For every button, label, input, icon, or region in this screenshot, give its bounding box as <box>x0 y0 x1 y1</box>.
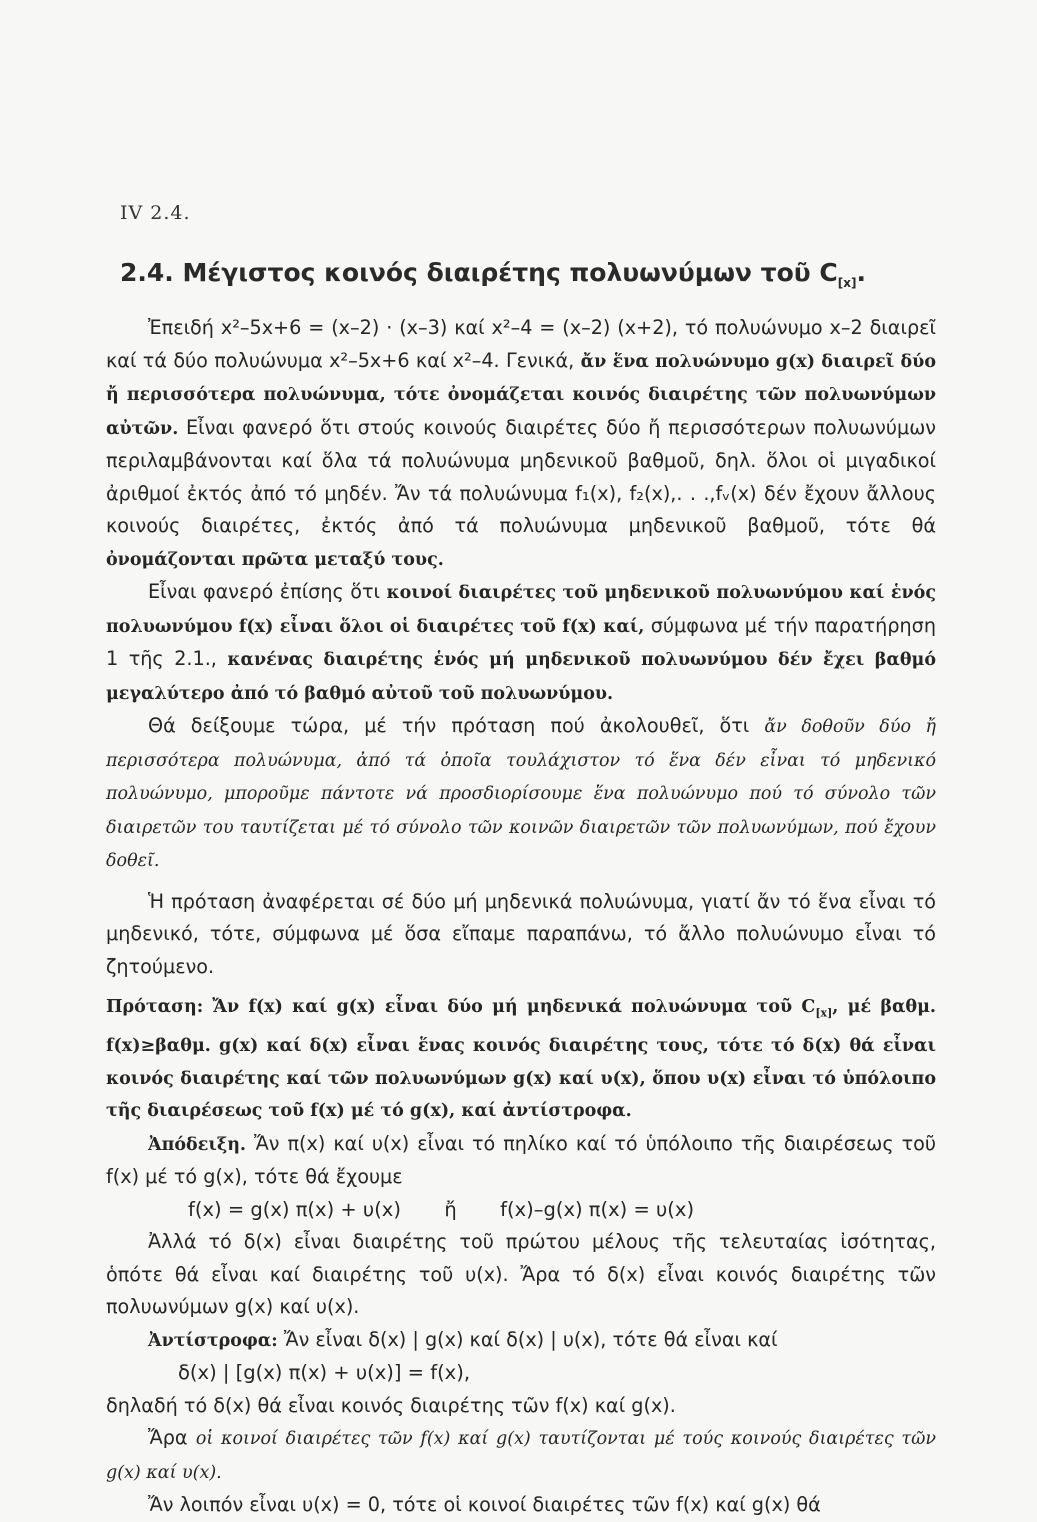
proposition-text: Ἄν f(x) καί g(x) εἶναι δύο μή μηδενικά πολυώνυμα τοῦ C <box>212 997 816 1017</box>
proposition-label: Πρόταση: <box>106 997 213 1017</box>
section-title <box>120 258 866 290</box>
paragraph-7-text-a: Ἄρα <box>148 1426 196 1449</box>
document-body <box>106 312 936 1522</box>
converse-label: Ἀντίστροφα: <box>148 1330 278 1351</box>
paragraph-4: Ἡ πρόταση ἀναφέρεται σέ δύο μή μηδενικά πολυώνυμα, γιατί ἄν τό ἕνα εἶναι τό μηδενικό, τότε, σύμφωνα μέ ὅσα εἴπαμε παραπάνω, τό ἄλλο πολυώνυμο εἶναι τό ζητούμενο. <box>106 889 936 978</box>
paragraph-2-bold-d: κανένας διαιρέτης ἑνός μή μηδενικοῦ πολυωνύμου δέν ἔχει βαθμό μεγαλύτερο ἀπό τό βαθμό αὐτοῦ τοῦ πολυωνύμου. <box>106 650 936 704</box>
paragraph-3-italic-b: ἄν δοθοῦν δύο ἤ περισσότερα πολυώνυμα, ἀπό τά ὁποῖα τουλάχιστον τό ἕνα δέν εἶναι τό μηδενικό πολυώνυμο, μποροῦμε πάντοτε νά προσδιορίσουμε ἕνα πολυώνυμο πού τό σύνολο τῶν διαιρετῶν του ταυτίζεται μέ τό σύνολο τῶν κοινῶν διαιρετῶν τῶν πολυωνύμων, πού ἔχουν δοθεῖ. <box>106 717 937 871</box>
running-head: IV 2.4. <box>120 202 191 224</box>
proposition-rest: , μέ βαθμ. f(x)≥βαθμ. g(x) καί δ(x) εἶναι ἕνας κοινός διαιρέτης τους, τότε τό δ(x) θά εἶναι κοινός διαιρέτης καί τῶν πολυωνύμων g(x) καί υ(x), ὅπου υ(x) εἶναι τό ὑπόλοιπο τῆς διαιρέσεως τοῦ f(x) μέ τό g(x), καί ἀντίστροφα. <box>106 997 937 1121</box>
formula-division: f(x) = g(x) π(x) + υ(x) ἤ f(x)–g(x) π(x) = υ(x) <box>188 1197 695 1221</box>
section-title-subscript: [x] <box>837 276 857 290</box>
paragraph-2-bold-b: κοινοί διαιρέτες τοῦ μηδενικοῦ πολυωνύμου καί ἑνός πολυωνύμου f(x) εἶναι ὅλοι οἱ διαιρέτες τοῦ f(x) καί, <box>106 583 936 637</box>
paragraph-1-text-a: Ἐπειδή x²–5x+6 = (x–2) · (x–3) καί x²–4 = (x–2) (x+2), τό πολυώνυμο x–2 διαιρεῖ καί τά δύο πολυώνυμα x²–5x+6 καί x²–4. Γενικά, <box>106 316 936 372</box>
converse-text: Ἄν εἶναι δ(x) | g(x) καί δ(x) | υ(x), τότε θά εἶναι καί <box>277 1327 778 1351</box>
paragraph-2-text-a: Εἶναι φανερό ἐπίσης ὅτι <box>148 580 387 603</box>
paragraph-6: δηλαδή τό δ(x) θά εἶναι κοινός διαιρέτης τῶν f(x) καί g(x). <box>106 1393 676 1417</box>
section-title-text: 2.4. Μέγιστος κοινός διαιρέτης πολυωνύμων τοῦ C <box>120 258 838 287</box>
paragraph-2-text-c: σύμφωνα μέ τήν παρατήρηση 1 τῆς 2.1., <box>106 613 937 670</box>
section-title-end: . <box>856 258 866 287</box>
paragraph-3-text-a: Θά δείξουμε τώρα, μέ τήν πρόταση πού ἀκολουθεῖ, ὅτι <box>148 714 765 737</box>
definition-coprime: ὀνομάζονται πρῶτα μεταξύ τους. <box>106 549 444 570</box>
proof-text: Ἄν π(x) καί υ(x) εἶναι τό πηλίκο καί τό ὑπόλοιπο τῆς διαιρέσεως τοῦ f(x) μέ τό g(x), τότε θά ἔχουμε <box>106 1131 936 1188</box>
formula-converse: δ(x) | [g(x) π(x) + υ(x)] = f(x), <box>178 1361 471 1384</box>
paragraph-8: Ἄν λοιπόν εἶναι υ(x) = 0, τότε οἱ κοινοί διαιρέτες τῶν f(x) καί g(x) θά <box>148 1493 821 1516</box>
paragraph-5: Ἀλλά τό δ(x) εἶναι διαιρέτης τοῦ πρώτου μέλους τῆς τελευταίας ἰσότητας, ὁπότε θά εἶναι καί διαιρέτης τοῦ υ(x). Ἄρα τό δ(x) εἶναι κοινός διαιρέτης τῶν πολυωνύμων g(x) καί υ(x). <box>106 1230 936 1318</box>
paragraph-2 <box>106 576 936 710</box>
paragraph-1-text-c: Εἶναι φανερό ὅτι στούς κοινούς διαιρέτες δύο ἤ περισσότερων πολυωνύμων περιλαμβάνονται καί ὅλα τά πολυώνυμα μηδενικοῦ βαθμοῦ, δηλ. ὅλοι οἱ μιγαδικοί ἀριθμοί ἐκτός ἀπό τό μηδέν. Ἄν τά πολυώνυμα f₁(x), f₂(x),. . .,fᵥ(x) δέν ἔχουν ἄλλους κοινούς διαιρέτες, ἐκτός ἀπό τά πολυώνυμα μηδενικοῦ βαθμοῦ, τότε θά <box>106 415 936 537</box>
proof-label: Ἀπόδειξη. <box>148 1134 247 1155</box>
paragraph-7-italic-b: οἱ κοινοί διαιρέτες τῶν f(x) καί g(x) ταυτίζονται μέ τούς κοινούς διαιρέτες τῶν g(x) καί υ(x). <box>106 1429 936 1483</box>
paragraph-7 <box>106 1422 936 1489</box>
converse <box>106 1324 936 1358</box>
proposition-subscript: [x] <box>815 1006 833 1020</box>
paragraph-3 <box>106 710 936 878</box>
paragraph-1 <box>106 312 936 576</box>
definition-common-divisor: ἄν ἕνα πολυώνυμο g(x) διαιρεῖ δύο ἤ περισσότερα πολυώνυμα, τότε ὀνομάζεται κοινός διαιρέτης τῶν πολυωνύμων αὐτῶν. <box>106 351 936 439</box>
proof <box>106 1128 936 1194</box>
proposition <box>106 991 936 1128</box>
